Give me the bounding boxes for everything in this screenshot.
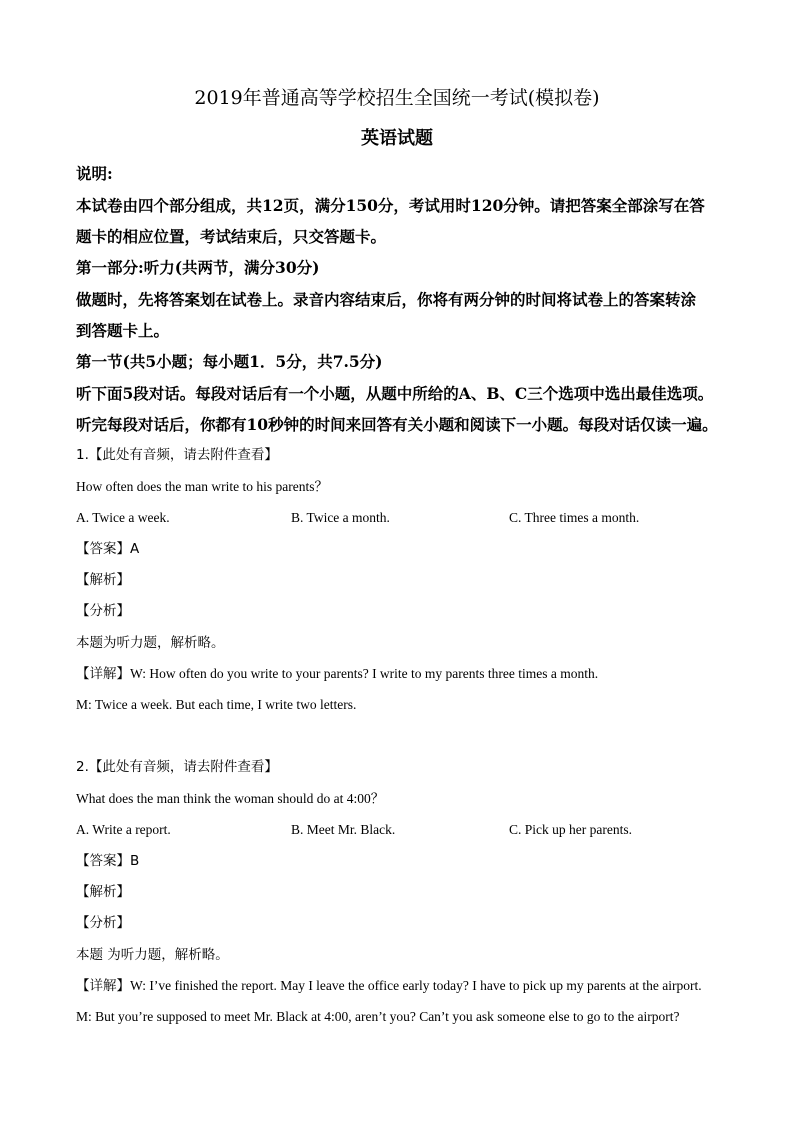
- exam-title: 2019年普通高等学校招生全国统一考试(模拟卷): [194, 87, 600, 109]
- instructions-line-1: 本试卷由四个部分组成，共12页，满分150分，考试用时120分钟。请把答案全部涂写在答: [76, 196, 705, 215]
- part1-line-1: 做题时，先将答案划在试卷上。录音内容结束后，你将有两分钟的时间将试卷上的答案转涂: [76, 290, 697, 309]
- instructions-line-2: 题卡的相应位置，考试结束后，只交答题卡。: [76, 227, 387, 246]
- question-2-option-a: A. Write a report.: [76, 822, 171, 837]
- question-2-option-c: C. Pick up her parents.: [509, 822, 632, 837]
- exam-subtitle: 英语试题: [361, 128, 433, 149]
- question-1-note: 本题为听力题，解析略。: [76, 635, 225, 651]
- question-1-header: 1.【此处有音频，请去附件查看】: [76, 447, 278, 463]
- detail-text: W: I’ve finished the report. May I leave the office early today? I have to pick up my parents at the airport.: [130, 978, 702, 993]
- question-1-analysis-label: 【解析】: [76, 572, 130, 588]
- question-1-detail-line-1: [76, 665, 736, 683]
- question-2-header: 2.【此处有音频，请去附件查看】: [76, 759, 278, 775]
- answer-label: 【答案】: [76, 853, 130, 869]
- part1-line-2: 到答题卡上。: [76, 321, 170, 340]
- question-1-fenxi-label: 【分析】: [76, 603, 130, 619]
- section1-title: 第一节(共5小题；每小题1．5分，共7.5分): [76, 352, 383, 371]
- detail-text: W: How often do you write to your parents? I write to my parents three times a month.: [130, 666, 599, 681]
- question-2-text: What does the man think the woman should do at 4:00？: [76, 791, 385, 806]
- question-2-answer: [76, 852, 736, 870]
- part1-title: 第一部分:听力(共两节，满分30分): [76, 258, 320, 277]
- question-1-text: How often does the man write to his parents？: [76, 479, 328, 494]
- question-1-option-a: A. Twice a week.: [76, 510, 170, 525]
- answer-value: A: [130, 541, 140, 557]
- question-1-answer: [76, 540, 736, 558]
- question-2-detail-line-1: [76, 977, 756, 995]
- section1-line-1: 听下面5段对话。每段对话后有一个小题，从题中所给的A、B、C三个选项中选出最佳选项。: [76, 384, 714, 403]
- section1-line-2: 听完每段对话后，你都有10秒钟的时间来回答有关小题和阅读下一小题。每段对话仅读一遍。: [76, 415, 718, 434]
- question-2-note: 本题 为听力题，解析略。: [76, 947, 229, 963]
- instructions-label: 说明:: [76, 164, 113, 183]
- question-2-option-b: B. Meet Mr. Black.: [291, 822, 396, 837]
- detail-label: 【详解】: [76, 978, 130, 994]
- detail-label: 【详解】: [76, 666, 130, 682]
- answer-value: B: [130, 853, 140, 869]
- question-2-detail-line-2: M: But you’re supposed to meet Mr. Black at 4:00, aren’t you? Can’t you ask someone else to go to the airport?: [76, 1009, 680, 1024]
- question-2-fenxi-label: 【分析】: [76, 915, 130, 931]
- question-1-option-c: C. Three times a month.: [509, 510, 640, 525]
- question-2-analysis-label: 【解析】: [76, 884, 130, 900]
- question-1-option-b: B. Twice a month.: [291, 510, 390, 525]
- answer-label: 【答案】: [76, 541, 130, 557]
- question-1-detail-line-2: M: Twice a week. But each time, I write two letters.: [76, 697, 357, 712]
